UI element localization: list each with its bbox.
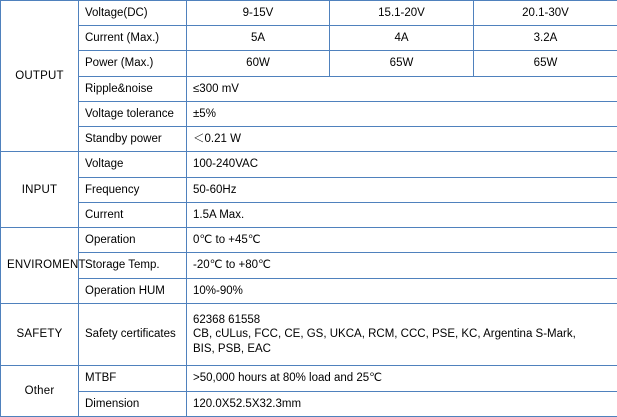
param-input-current: Current — [79, 202, 187, 227]
param-dimension: Dimension — [79, 391, 187, 416]
table-row — [1, 202, 617, 227]
param-voltage-tolerance: Voltage tolerance — [79, 101, 187, 126]
table-row — [1, 228, 617, 253]
value-ripple-noise: ≤300 mV — [187, 76, 617, 101]
category-other: Other — [1, 366, 79, 417]
param-current-max: Current (Max.) — [79, 26, 187, 51]
param-operation-hum: Operation HUM — [79, 278, 187, 303]
table-row — [1, 366, 617, 391]
category-safety: SAFETY — [1, 303, 79, 366]
value-current-max-3: 3.2A — [474, 26, 617, 51]
value-standby-power: ＜0.21 W — [187, 127, 617, 152]
value-voltage-dc-1: 9-15V — [187, 1, 330, 26]
table-row — [1, 51, 617, 76]
param-input-voltage: Voltage — [79, 152, 187, 177]
param-mtbf: MTBF — [79, 366, 187, 391]
value-input-voltage: 100-240VAC — [187, 152, 617, 177]
param-storage-temp: Storage Temp. — [79, 253, 187, 278]
safety-line-3: BIS, PSB, EAC — [193, 342, 271, 355]
param-operation-temp: Operation — [79, 228, 187, 253]
value-current-max-2: 4A — [330, 26, 474, 51]
table-row — [1, 152, 617, 177]
value-current-max-1: 5A — [187, 26, 330, 51]
value-dimension: 120.0X52.5X32.3mm — [187, 391, 617, 416]
category-input: INPUT — [1, 152, 79, 228]
value-voltage-dc-3: 20.1-30V — [474, 1, 617, 26]
table-row — [1, 1, 617, 26]
param-safety-certificates — [79, 303, 187, 366]
safety-certificates-label-line1: Safety certificates — [85, 328, 176, 341]
value-power-max-3: 65W — [474, 51, 617, 76]
table-row — [1, 303, 617, 366]
value-power-max-1: 60W — [187, 51, 330, 76]
value-safety-certificates — [187, 303, 617, 366]
table-row — [1, 101, 617, 126]
value-power-max-2: 65W — [330, 51, 474, 76]
value-voltage-tolerance: ±5% — [187, 101, 617, 126]
table-row — [1, 26, 617, 51]
param-ripple-noise: Ripple&noise — [79, 76, 187, 101]
param-voltage-dc: Voltage(DC) — [79, 1, 187, 26]
value-storage-temp: -20℃ to +80℃ — [187, 253, 617, 278]
value-mtbf: >50,000 hours at 80% load and 25℃ — [187, 366, 617, 391]
param-frequency: Frequency — [79, 177, 187, 202]
category-enviroment: ENVIROMENT — [1, 228, 79, 304]
table-row — [1, 177, 617, 202]
value-voltage-dc-2: 15.1-20V — [330, 1, 474, 26]
table-row — [1, 76, 617, 101]
value-frequency: 50-60Hz — [187, 177, 617, 202]
value-operation-temp: 0℃ to +45℃ — [187, 228, 617, 253]
category-output: OUTPUT — [1, 1, 79, 152]
value-operation-hum: 10%-90% — [187, 278, 617, 303]
param-standby-power: Standby power — [79, 127, 187, 152]
safety-line-1: 62368 61558 — [193, 314, 261, 327]
table-row — [1, 391, 617, 416]
table-row — [1, 127, 617, 152]
param-power-max: Power (Max.) — [79, 51, 187, 76]
value-input-current: 1.5A Max. — [187, 202, 617, 227]
table-row — [1, 253, 617, 278]
table-row — [1, 278, 617, 303]
safety-line-2: CB, cULus, FCC, CE, GS, UKCA, RCM, CCC, PSE, KC, Argentina S-Mark, — [193, 328, 576, 341]
